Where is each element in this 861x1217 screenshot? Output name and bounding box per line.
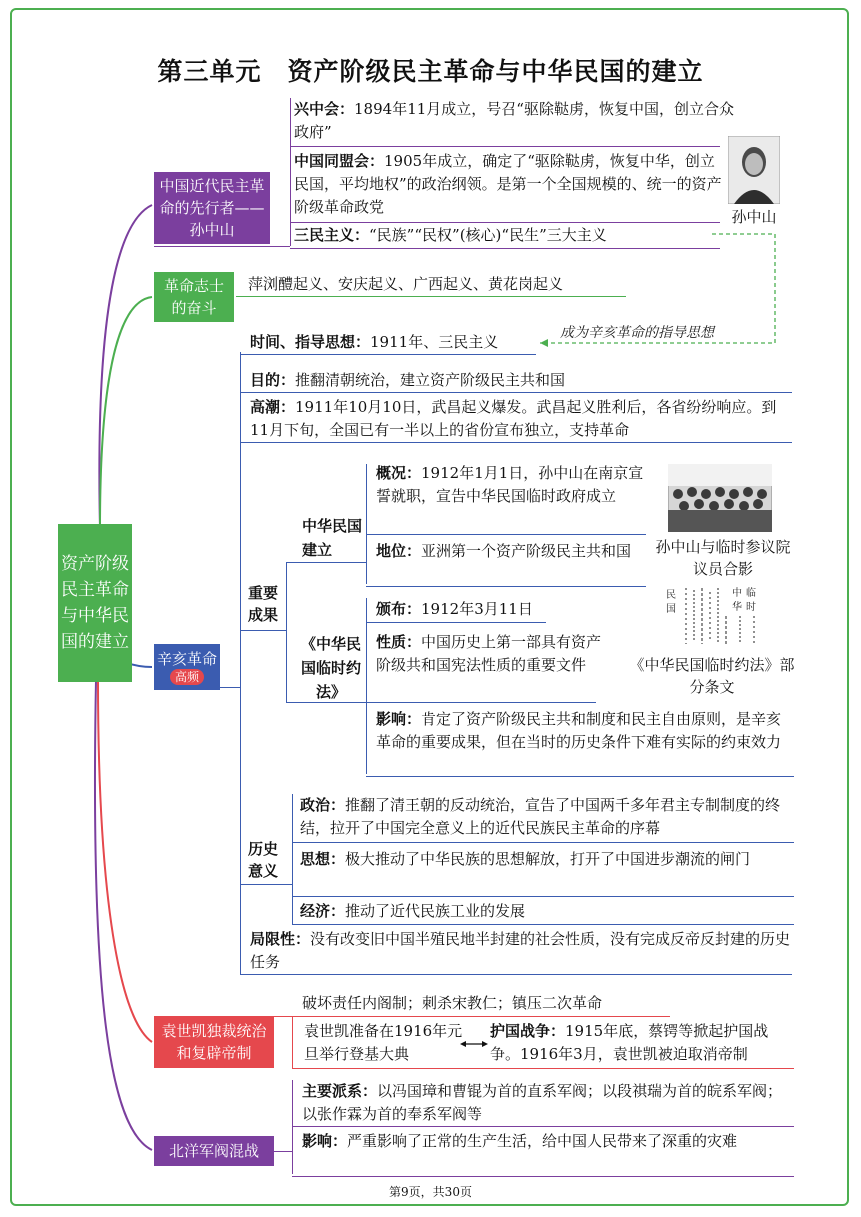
branch-xinhai-revolution <box>154 644 220 690</box>
time-value: 1911年、三民主义 <box>370 333 499 351</box>
roc-div-2 <box>366 586 646 587</box>
svg-text:华: 华 <box>732 602 742 613</box>
b5-stub <box>274 1151 292 1152</box>
branch3-bracket <box>240 352 241 974</box>
b5-div-2 <box>292 1176 794 1177</box>
promulgated-value: 1912年3月11日 <box>421 600 533 618</box>
yuan-line1: 破坏责任内阁制；刺杀宋教仁；镇压二次革命 <box>302 994 603 1012</box>
svg-text:时: 时 <box>746 602 756 613</box>
branch-xinhai-label: 辛亥革命 <box>157 650 218 668</box>
constitution-nature <box>376 631 604 677</box>
branch-sun-yat-sen-label: 中国近代民主革命的先行者——孙中山 <box>159 177 265 239</box>
b3-sig-line <box>240 884 292 885</box>
purpose-key: 目的： <box>250 371 296 389</box>
political-key: 政治： <box>300 796 346 814</box>
svg-text:中: 中 <box>732 588 742 599</box>
roc-overview-key: 概况： <box>376 464 422 482</box>
svg-text:临: 临 <box>746 588 756 599</box>
sig-div-2 <box>292 896 794 897</box>
achievements-label: 重要成果 <box>248 584 279 624</box>
national-protection-war <box>490 1020 792 1066</box>
branch3-stub <box>220 687 240 688</box>
b4-div-2 <box>292 1068 794 1069</box>
center-node-label: 资产阶级民主革命与中华民国的建立 <box>61 554 129 652</box>
xingzhonghui-value: 1894年11月成立，号召“驱除鞑虏，恢复中国，创立合众政府” <box>294 100 734 141</box>
roc-status-key: 地位： <box>376 542 422 560</box>
warlord-influence-key: 影响： <box>302 1132 348 1150</box>
significance-bracket <box>292 794 293 924</box>
roc-status <box>376 540 646 563</box>
xingzhonghui-item <box>294 98 734 144</box>
factions-key: 主要派系： <box>302 1082 378 1100</box>
svg-text:民: 民 <box>666 590 676 601</box>
b3-div-1 <box>240 354 536 355</box>
nature-key: 性质： <box>376 633 422 651</box>
roc-bracket <box>366 464 367 584</box>
constitution-document-image <box>662 584 762 648</box>
three-principles-item <box>294 224 724 247</box>
constitution-underline <box>286 702 366 703</box>
climax-key: 高潮： <box>250 398 296 416</box>
sun-yat-sen-portrait <box>728 136 780 204</box>
page-footer: 第9页，共30页 <box>389 1185 472 1199</box>
branch-revolutionaries <box>154 272 234 322</box>
branch-sun-yat-sen <box>154 172 270 244</box>
warlord-influence-value: 严重影响了正常的生产生活，给中国人民带来了深重的灾难 <box>347 1132 738 1150</box>
protection-war-key: 护国战争： <box>490 1022 566 1040</box>
economic-key: 经济： <box>300 902 346 920</box>
high-frequency-badge: 高频 <box>170 669 204 685</box>
portrait-caption: 孙中山 <box>731 208 777 226</box>
significance-ideological <box>300 848 794 871</box>
limitation-item <box>250 928 794 974</box>
guiding-thought-annotation: 成为辛亥革命的指导思想 <box>560 325 714 341</box>
const-influence-key: 影响： <box>376 710 422 728</box>
constitution-document-caption: 《中华民国临时约法》部分条文 <box>629 656 795 696</box>
tongmenghui-value: 1905年成立，确定了“驱除鞑虏，恢复中华，创立民国，平均地权”的政治纲领。是第一个全国规模的、统一的资产阶级革命政党 <box>294 152 722 216</box>
branch1-underline <box>154 246 290 247</box>
warlord-factions <box>302 1080 794 1126</box>
branch-yuan-shikai-label: 袁世凯独裁统治和复辟帝制 <box>161 1022 267 1062</box>
limitation-key: 局限性： <box>250 930 311 948</box>
purpose-value: 推翻清朝统治，建立资产阶级民主共和国 <box>295 371 566 389</box>
promulgated-key: 颁布： <box>376 600 422 618</box>
uprisings-text: 萍浏醴起义、安庆起义、广西起义、黄花岗起义 <box>248 275 564 293</box>
branch-yuan-shikai <box>154 1016 274 1068</box>
const-div-2 <box>366 702 596 703</box>
svg-text:国: 国 <box>666 604 676 615</box>
significance-political <box>300 794 796 840</box>
nature-value: 中国历史上第一部具有资产阶级共和国宪法性质的重要文件 <box>376 633 602 674</box>
factions-value: 以冯国璋和曹锟为首的直系军阀；以段祺瑞为首的皖系军阀；以张作霖为首的奉系军阀等 <box>302 1082 783 1123</box>
group-photo-caption: 孙中山与临时参议院议员合影 <box>655 538 791 578</box>
const-influence-value: 肯定了资产阶级民主共和制度和民主自由原则，是辛亥革命的重要成果，但在当时的历史条件下难有实际的约束效力 <box>376 710 782 751</box>
sig-div-1 <box>292 842 794 843</box>
b5-div-1 <box>292 1126 794 1127</box>
significance-economic <box>300 900 794 923</box>
b3-achv-line <box>240 630 286 631</box>
limitation-value: 没有改变旧中国半殖民地半封建的社会性质，没有完成反帝反封建的历史任务 <box>250 930 791 971</box>
constitution-promulgated <box>376 598 596 621</box>
time-item <box>250 331 550 354</box>
branch-beiyang-warlords <box>154 1136 274 1166</box>
significance-label: 历史意义 <box>248 840 279 880</box>
constitution-label: 《中华民国临时约法》 <box>300 635 361 701</box>
xingzhonghui-key: 兴中会： <box>294 100 355 118</box>
political-value: 推翻了清王朝的反动统治，宣告了中国两千多年君主专制制度的终结，拉开了中国完全意义上的近代民族民主革命的序幕 <box>300 796 781 837</box>
yuan-enthronement: 袁世凯准备在1916年元旦举行登基大典 <box>304 1022 463 1063</box>
purpose-item <box>250 369 650 392</box>
warlord-influence <box>302 1130 794 1153</box>
sig-div-3 <box>292 924 794 925</box>
branch5-bracket <box>292 1080 293 1174</box>
tongmenghui-item <box>294 150 722 219</box>
achievements-bracket <box>286 562 287 702</box>
three-principles-value: “民族”“民权”(核心)“民生”三大主义 <box>369 226 607 244</box>
group-photo <box>668 464 772 532</box>
time-key: 时间、指导思想： <box>250 333 371 351</box>
roc-label: 中华民国建立 <box>302 517 363 559</box>
b4-div-1 <box>274 1016 670 1017</box>
branch-beiyang-label: 北洋军阀混战 <box>168 1142 259 1160</box>
protection-war-value: 1915年底，蔡锷等掀起护国战争。1916年3月，袁世凯被迫取消帝制 <box>490 1022 769 1063</box>
branch1-divider-1 <box>290 146 720 147</box>
b3-div-3 <box>240 442 792 443</box>
branch2-underline <box>236 296 626 297</box>
branch1-divider-3 <box>290 248 720 249</box>
b3-div-last <box>240 974 792 975</box>
climax-item <box>250 396 790 442</box>
page-title: 第三单元 资产阶级民主革命与中华民国的建立 <box>157 57 704 86</box>
b3-div-2 <box>240 392 792 393</box>
const-div-3 <box>366 776 794 777</box>
roc-overview-value: 1912年1月1日，孙中山在南京宣誓就职，宣告中华民国临时政府成立 <box>376 464 644 505</box>
branch1-divider-2 <box>290 222 720 223</box>
const-div-1 <box>366 622 546 623</box>
center-node <box>58 524 132 682</box>
branch-revolutionaries-label: 革命志士的奋斗 <box>163 277 224 317</box>
roc-overview <box>376 462 648 508</box>
roc-underline <box>286 562 366 563</box>
ideological-value: 极大推动了中华民族的思想解放，打开了中国进步潮流的闸门 <box>345 850 751 868</box>
branch4-bracket <box>292 1016 293 1068</box>
constitution-bracket <box>366 598 367 774</box>
economic-value: 推动了近代民族工业的发展 <box>345 902 526 920</box>
roc-div <box>366 534 646 535</box>
climax-value: 1911年10月10日，武昌起义爆发。武昌起义胜利后，各省纷纷响应。到11月下旬，全国已有一半以上的省份宣布独立，支持革命 <box>250 398 777 439</box>
ideological-key: 思想： <box>300 850 346 868</box>
constitution-influence <box>376 708 792 754</box>
branch1-bracket <box>290 98 291 246</box>
three-principles-key: 三民主义： <box>294 226 370 244</box>
roc-status-value: 亚洲第一个资产阶级民主共和国 <box>421 542 632 560</box>
tongmenghui-key: 中国同盟会： <box>294 152 385 170</box>
